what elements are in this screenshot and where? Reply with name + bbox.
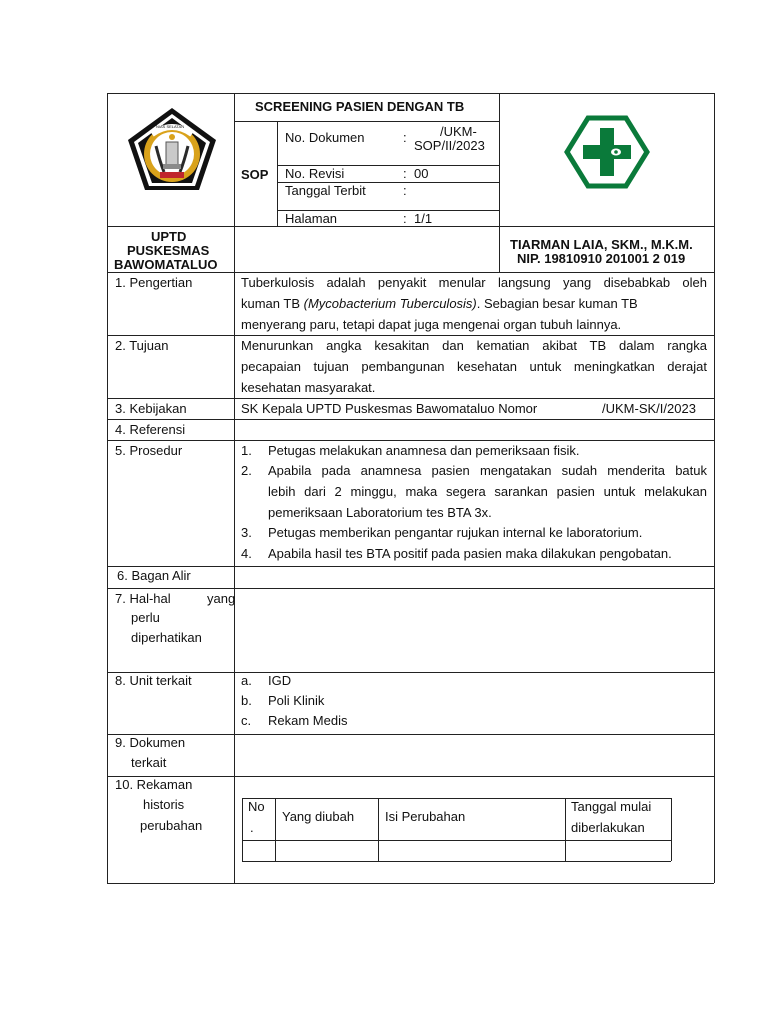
section-label-pengertian: 1. Pengertian [115,275,193,290]
meta-label-no-dokumen: No. Dokumen [285,130,365,145]
list-marker: 3. [241,525,252,540]
pengertian-line3: menyerang paru, tetapi dapat juga mengenai organ tubuh lainnya. [241,317,622,332]
meta-value-no-dokumen-1: /UKM- [440,124,477,139]
section-label-hal-hal-diperhatikan: diperhatikan [131,630,202,645]
unit-item [241,710,441,731]
meta-value-no-dokumen-2: SOP/II/2023 [414,138,485,153]
prosedur-item-text: Apabila pada anamnesa pasien mengatakan sudah menderita batuk lebih dari 2 minggu, maka segera sarankan pasien untuk melakukan pemeriksaan Laboratorium tes BTA 3x. [268,463,707,520]
section-label-dokumen: 9. Dokumen [115,735,186,750]
history-col-no-dot: . [250,820,254,835]
section-label-kebijakan: 3. Kebijakan [115,401,187,416]
tujuan-line1: Menurunkan angka kesakitan dan kematian akibat TB dalam rangka [241,338,707,353]
meta-sep: : [403,211,407,226]
signer-nip: NIP. 19810910 201001 2 019 [517,251,686,266]
history-col-date: Tanggal mulai [571,799,652,814]
history-col-content: Isi Perubahan [385,809,466,824]
section-label-hal-hal-perlu: perlu [131,610,160,625]
org-name-line3: BAWOMATALUO [114,257,218,272]
section-label-dokumen-terkait: terkait [131,755,167,770]
sop-label: SOP [241,167,269,182]
left-regency-logo [126,106,218,192]
pengertian-line1: Tuberkulosis adalah penyakit menular langsung yang disebabkab oleh [241,275,707,290]
meta-label-tanggal-terbit: Tanggal Terbit [285,183,366,198]
meta-sep: : [403,166,407,181]
meta-label-no-revisi: No. Revisi [285,166,345,181]
tujuan-line3: kesehatan masyarakat. [241,380,376,395]
prosedur-item [241,522,707,543]
document-title: SCREENING PASIEN DENGAN TB [255,99,465,114]
unit-item [241,670,441,691]
meta-label-halaman: Halaman [285,211,338,226]
history-col-no: No [248,799,265,814]
meta-sep: : [403,130,407,145]
meta-value-no-revisi: 00 [414,166,429,181]
prosedur-item-text: Petugas memberikan pengantar rujukan internal ke laboratorium. [268,525,643,540]
list-marker: 4. [241,546,252,561]
tujuan-text [241,335,707,398]
unit-item [241,690,441,711]
section-label-rekaman-historis: historis [143,797,185,812]
unit-item-text: Poli Klinik [268,693,325,708]
list-marker: b. [241,693,252,708]
unit-item-text: IGD [268,673,292,688]
puskesmas-logo [562,113,652,191]
meta-sep: : [403,183,407,198]
kebijakan-number: /UKM-SK/I/2023 [602,401,696,416]
history-col-changed: Yang diubah [282,809,355,824]
prosedur-item [241,440,707,461]
kebijakan-text: SK Kepala UPTD Puskesmas Bawomataluo Nomor [241,401,538,416]
prosedur-item [241,460,707,523]
list-marker: a. [241,673,252,688]
section-label-bagan-alir: 6. Bagan Alir [117,568,191,583]
section-label-referensi: 4. Referensi [115,422,186,437]
section-label-unit-terkait: 8. Unit terkait [115,673,192,688]
signer-name: TIARMAN LAIA, SKM., M.K.M. [510,237,693,252]
section-label-rekaman-perubahan: perubahan [140,818,203,833]
section-label-tujuan: 2. Tujuan [115,338,169,353]
list-marker: 2. [241,463,252,478]
section-label-prosedur: 5. Prosedur [115,443,183,458]
prosedur-item-text: Apabila hasil tes BTA positif pada pasien maka dilakukan pengobatan. [268,546,672,561]
prosedur-item-text: Petugas melakukan anamnesa dan pemeriksaan fisik. [268,443,580,458]
unit-item-text: Rekam Medis [268,713,348,728]
left-logo-text: NIAS SELATAN [156,124,185,129]
tujuan-line2: pecapaian tujuan pembangunan kesehatan untuk meningkatkan derajat [241,359,707,374]
pengertian-text [241,272,707,335]
org-name-line2: PUSKESMAS [127,243,210,258]
section-label-rekaman: 10. Rekaman [115,777,193,792]
section-label-hal-hal: 7. Hal-hal [115,591,171,606]
prosedur-item [241,543,707,564]
meta-value-halaman: 1/1 [414,211,433,226]
org-name-line1: UPTD [151,229,187,244]
section-label-hal-hal-yang: yang [207,591,236,606]
history-col-date-2: diberlakukan [571,820,645,835]
list-marker: c. [241,713,252,728]
list-marker: 1. [241,443,252,458]
pengertian-line2: kuman TB (Mycobacterium Tuberculosis). Sebagian besar kuman TB [241,296,638,311]
